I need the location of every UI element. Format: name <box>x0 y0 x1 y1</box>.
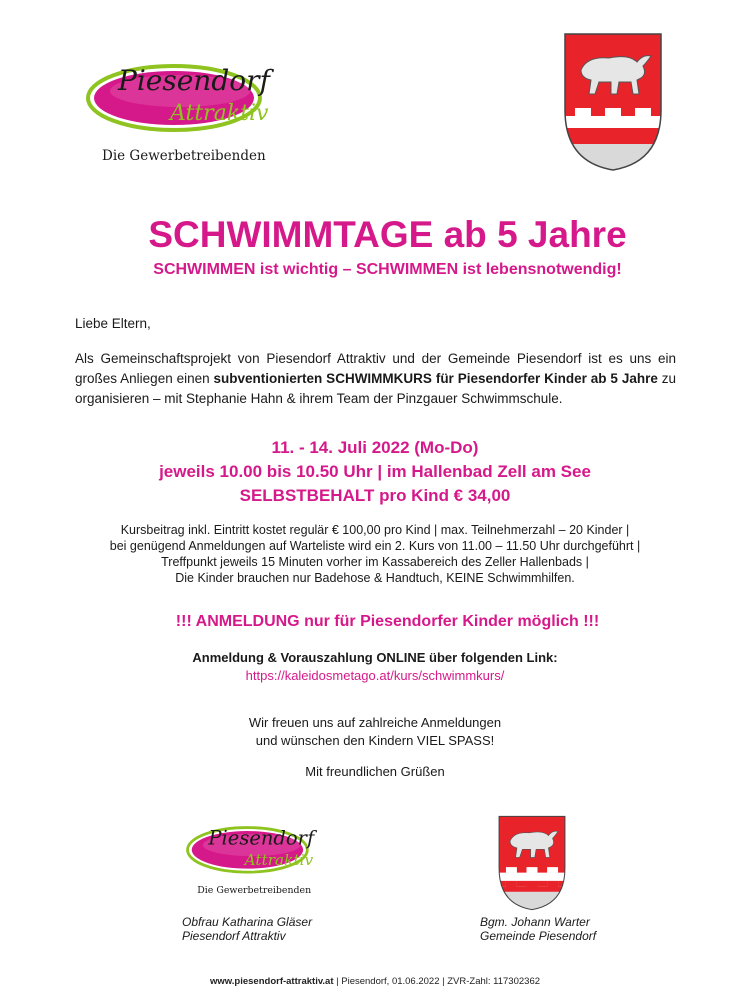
piesendorf-attraktiv-logo-small <box>183 822 323 900</box>
logo-tagline: Die Gewerbetreibenden <box>197 885 312 897</box>
info-line: Die Kinder brauchen nur Badehose & Handtuch, KEINE Schwimmhilfen. <box>175 571 575 585</box>
closing-line: und wünschen den Kindern VIEL SPASS! <box>255 733 495 748</box>
course-price-line: SELBSTBEHALT pro Kind € 34,00 <box>239 486 511 505</box>
page-title: SCHWIMMTAGE ab 5 Jahre <box>148 214 627 255</box>
signature-right-org: Gemeinde Piesendorf <box>480 929 597 943</box>
footer-website[interactable]: www.piesendorf-attraktiv.at <box>209 976 334 987</box>
registration-notice: !!! ANMELDUNG nur für Piesendorfer Kinder möglich !!! <box>175 613 600 630</box>
logo-tagline: Die Gewerbetreibenden <box>102 148 266 164</box>
subtitle: SCHWIMMEN ist wichtig – SCHWIMMEN ist lebensnotwendig! <box>153 261 622 278</box>
signature-left <box>182 915 312 943</box>
closing-line: Wir freuen uns auf zahlreiche Anmeldungen <box>248 715 502 730</box>
info-line: Treffpunkt jeweils 15 Minuten vorher im Kassabereich des Zeller Hallenbads | <box>161 555 589 569</box>
intro-text-1: Als Gemeinschaftsprojekt von Piesendorf Attraktiv und der Gemeinde Piesendorf ist es uns ein großes Anliegen einen <box>75 351 676 386</box>
course-date-line: 11. - 14. Juli 2022 (Mo-Do) <box>271 438 479 457</box>
coat-of-arms-icon <box>563 32 663 172</box>
logo-script: Attraktiv <box>170 101 269 126</box>
registration-link[interactable]: https://kaleidosmetago.at/kurs/schwimmkurs/ <box>245 668 505 683</box>
course-info <box>0 522 750 586</box>
intro-text-2: zu organisieren – mit Stephanie Hahn & ihrem Team der Pinzgauer Schwimmschule. <box>75 371 676 406</box>
online-registration-label: Anmeldung & Vorauszahlung ONLINE über folgenden Link: <box>192 650 558 665</box>
logo-script: Attraktiv <box>244 851 314 870</box>
footer <box>0 976 750 987</box>
footer-details: | Piesendorf, 01.06.2022 | ZVR-Zahl: 117302362 <box>333 976 541 987</box>
logo-wordmark: Piesendorf <box>118 64 270 97</box>
regards: Mit freundlichen Grüßen <box>305 764 445 779</box>
signature-left-name: Obfrau Katharina Gläser <box>182 915 313 929</box>
coat-of-arms-icon-small <box>497 815 567 911</box>
closing-text <box>0 714 750 750</box>
course-time-line: jeweils 10.00 bis 10.50 Uhr | im Hallenbad Zell am See <box>159 462 591 481</box>
signature-left-org: Piesendorf Attraktiv <box>182 929 286 943</box>
logo-wordmark: Piesendorf <box>208 826 315 850</box>
greeting: Liebe Eltern, <box>75 316 151 331</box>
intro-highlight: subventionierten SCHWIMMKURS für Piesendorfer Kinder ab 5 Jahre <box>213 371 658 386</box>
signature-right-name: Bgm. Johann Warter <box>480 915 590 929</box>
course-dates <box>0 436 750 508</box>
info-line: Kursbeitrag inkl. Eintritt kostet regulär € 100,00 pro Kind | max. Teilnehmerzahl – 20 Kinder | <box>120 523 630 537</box>
piesendorf-attraktiv-logo <box>82 58 282 170</box>
info-line: bei genügend Anmeldungen auf Warteliste wird ein 2. Kurs von 11.00 – 11.50 Uhr durchgeführt | <box>109 539 641 553</box>
signature-right <box>480 915 596 943</box>
intro-paragraph <box>75 349 676 409</box>
